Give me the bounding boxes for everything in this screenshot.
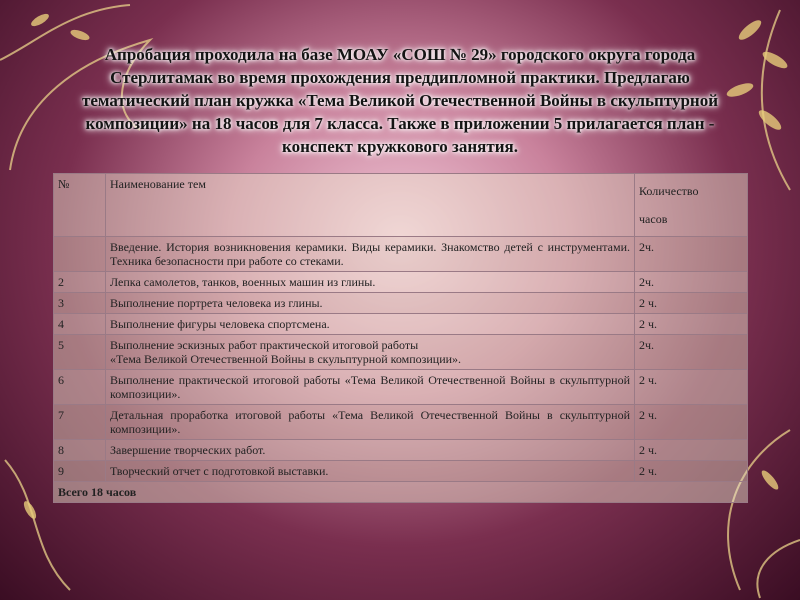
row-topic: Выполнение эскизных работ практической итоговой работы «Тема Великой Отечественной Войны в скульптурной композиции». [106,335,635,370]
row-hours: 2 ч. [635,440,748,461]
row-topic: Введение. История возникновения керамики. Виды керамики. Знакомство детей с инструментами. Техника безопасности при работе со стеками. [106,237,635,272]
row-num: 7 [54,405,106,440]
row-hours: 2ч. [635,335,748,370]
intro-paragraph: Апробация проходила на базе МОАУ «СОШ № 29» городского округа города Стерлитамак во время прохождения преддипломной практики. Предлагаю тематический план кружка «Тема Великой Отечественной Войны в скульптурной композиции» на 18 часов для 7 класса. Также в приложении 5 прилагается план - конспект кружкового занятия. [81,45,718,156]
row-hours: 2 ч. [635,293,748,314]
row-hours: 2 ч. [635,461,748,482]
table-row [54,461,748,482]
row-num: 3 [54,293,106,314]
header-num: № [54,174,106,237]
row-topic: Выполнение практической итоговой работы «Тема Великой Отечественной Войны в скульптурной композиции». [106,370,635,405]
row-num: 9 [54,461,106,482]
row-topic: Выполнение портрета человека из глины. [106,293,635,314]
table-row [54,272,748,293]
row-hours: 2ч. [635,272,748,293]
total-hours: Всего 18 часов [54,482,748,503]
table-header-row [54,174,748,237]
row-hours: 2 ч. [635,405,748,440]
row-topic: Детальная проработка итоговой работы «Тема Великой Отечественной Войны в скульптурной композиции». [106,405,635,440]
row-topic: Завершение творческих работ. [106,440,635,461]
row-topic: Выполнение фигуры человека спортсмена. [106,314,635,335]
row-topic: Творческий отчет с подготовкой выставки. [106,461,635,482]
row-hours: 2 ч. [635,314,748,335]
table-total-row [54,482,748,503]
row-num: 6 [54,370,106,405]
thematic-plan-table [53,173,748,503]
table-row [54,314,748,335]
row-num: 2 [54,272,106,293]
row-num: 5 [54,335,106,370]
row-num [54,237,106,272]
row-num: 8 [54,440,106,461]
header-hours: Количество часов [635,174,748,237]
table-row [54,237,748,272]
row-hours: 2ч. [635,237,748,272]
table-row [54,405,748,440]
row-hours: 2 ч. [635,370,748,405]
row-topic: Лепка самолетов, танков, военных машин из глины. [106,272,635,293]
table-row [54,370,748,405]
table-row [54,335,748,370]
header-topic-name: Наименование тем [106,174,635,237]
table-row [54,293,748,314]
row-num: 4 [54,314,106,335]
table-row [54,440,748,461]
